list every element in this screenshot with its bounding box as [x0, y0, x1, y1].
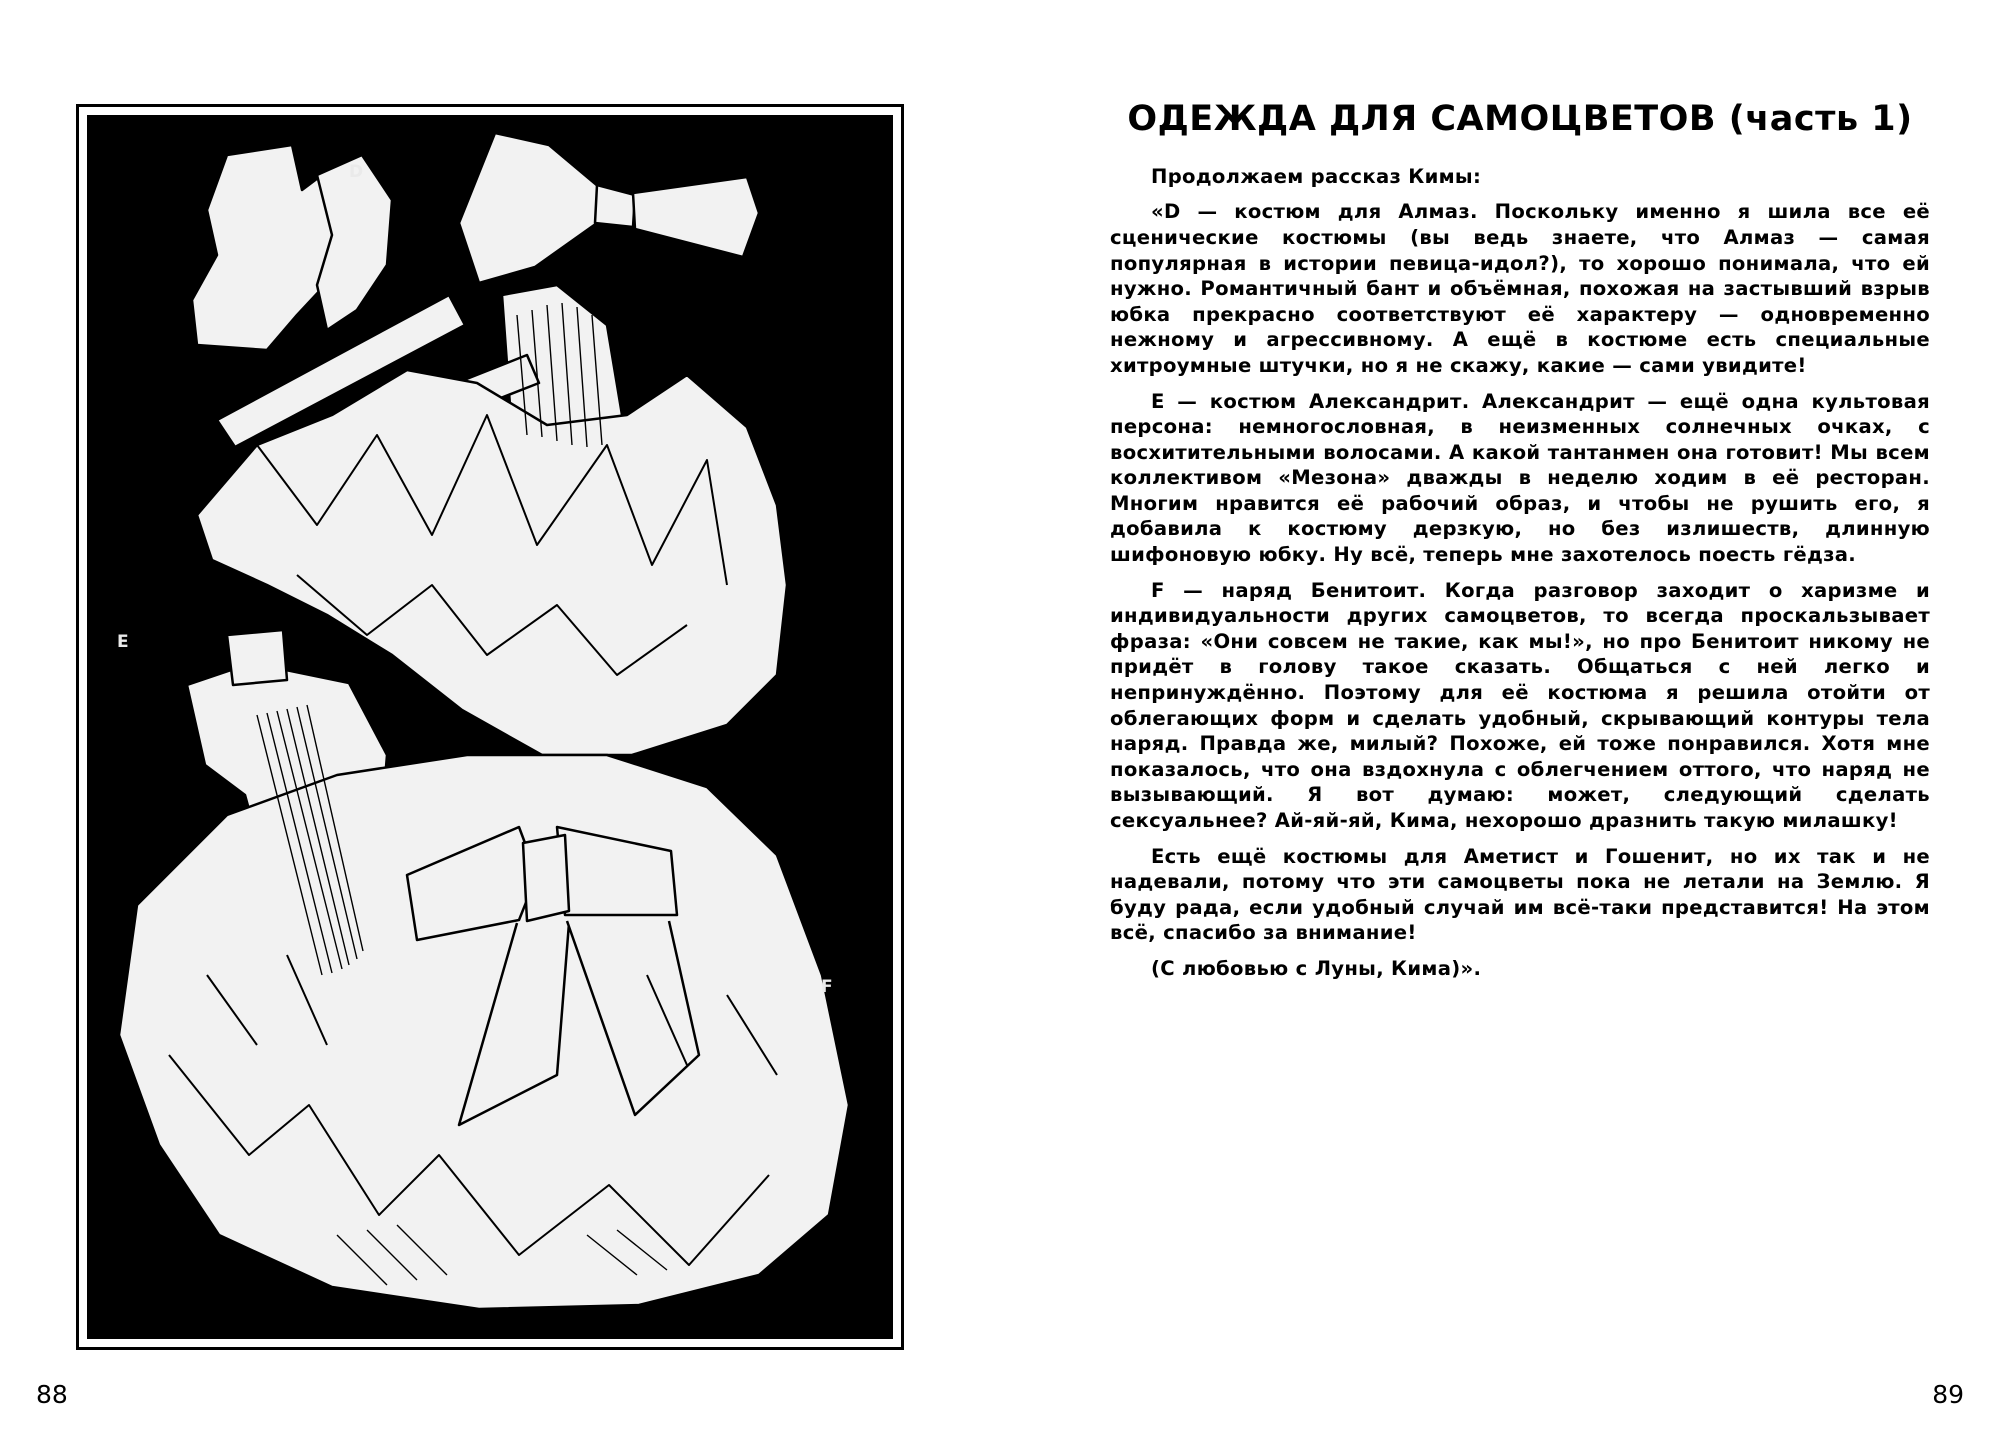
sketch-label-f: F [821, 977, 833, 997]
sketch-label-e: E [117, 632, 129, 652]
page-number-right: 89 [1932, 1380, 1964, 1409]
illustration-background [87, 115, 893, 1339]
paragraph-costume-d: «D — костюм для Алмаз. Поскольку именно я шила все её сценические костюмы (вы ведь знаете, что Алмаз — самая популярная в истории певица-идол?), то хорошо понимала, что ей нужно. Романтичный бант и объёмная, похожая на застывший взрыв юбка прекрасно соответствуют её характеру — одновременно нежному и агрессивному. А ещё в костюме есть специальные хитроумные штучки, но я не скажу, какие — сами увидите! [1110, 200, 1930, 377]
paragraph-intro: Продолжаем рассказ Кимы: [1151, 164, 1482, 188]
bow-right-wing [633, 177, 759, 257]
bow-knot [595, 185, 635, 227]
bow-left-wing [459, 133, 599, 283]
skirt-bow-knot [523, 835, 569, 921]
article [1110, 98, 1930, 992]
costume-sketch-illustration [76, 104, 904, 1350]
costume-sketch-drawing [87, 115, 893, 1339]
article-body [1110, 164, 1930, 982]
paragraph-signoff: (С любовью с Луны, Кима)». [1151, 956, 1482, 980]
paragraph-other-costumes: Есть ещё костюмы для Аметист и Гошенит, но их так и не надевали, потому что эти самоцветы пока не летали на Землю. Я буду рада, если удобный случай им всё-таки представится! На этом всё, спасибо за внимание! [1110, 844, 1930, 945]
draped-skirt [119, 755, 849, 1309]
paragraph-costume-f: F — наряд Бенитоит. Когда разговор заходит о харизме и индивидуальности других самоцветов, то всегда проскальзывает фраза: «Они совсем не такие, как мы!», но про Бенитоит никому не придёт в голову такое сказать. Общаться с ней легко и непринуждённо. Поэтому для её костюма я решила отойти от облегающих форм и сделать удобный, скрывающий контуры тела наряд. Правда же, милый? Похоже, ей тоже понравился. Хотя мне показалось, что она вздохнула с облегчением оттого, что наряд не вызывающий. Я вот думаю: может, следующий сделать сексуальнее? Ай-яй-яй, Кима, нехорошо дразнить такую милашку! [1110, 578, 1930, 832]
article-title: ОДЕЖДА ДЛЯ САМОЦВЕТОВ (часть 1) [1127, 99, 1913, 139]
paragraph-costume-e: E — костюм Александрит. Александрит — ещё одна культовая персона: немногословная, в неизменных солнечных очках, с восхитительными волосами. А какой тантанмен она готовит! Мы всем коллективом «Мезона» дважды в неделю ходим в её ресторан. Многим нравится её рабочий образ, и чтобы не рушить его, я добавила к костюму дерзкую, но без излишеств, длинную шифоновую юбку. Ну всё, теперь мне захотелось поесть гёдза. [1110, 389, 1930, 567]
coat-collar [227, 630, 287, 685]
sketch-label-d: D [349, 162, 364, 182]
page-number-left: 88 [36, 1380, 68, 1409]
